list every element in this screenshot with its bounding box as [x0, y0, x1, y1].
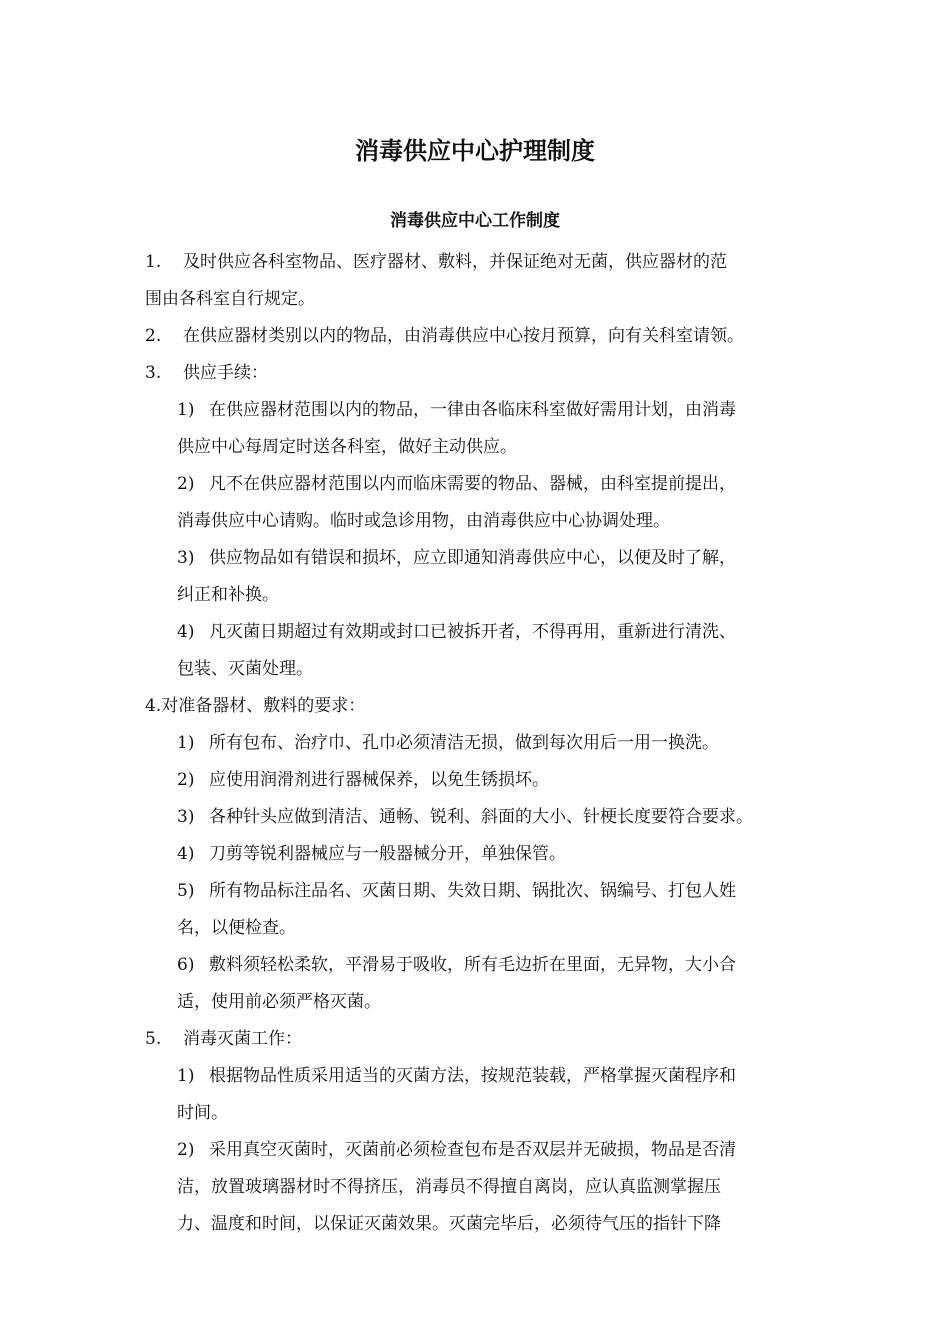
item-text: 时间。 — [177, 1103, 228, 1123]
item-5-2-line-3 — [145, 1206, 815, 1243]
section-text: 消毒灭菌工作： — [183, 1029, 302, 1049]
item-text: 根据物品性质采用适当的灭菌方法，按规范装载，严格掌握灭菌程序和 — [209, 1066, 736, 1086]
section-number: 3. — [145, 363, 162, 383]
item-3-4-line-1 — [145, 614, 815, 651]
item-number: 1) — [177, 400, 195, 420]
section-text: 供应手续： — [183, 363, 268, 383]
item-text: 名，以便检查。 — [177, 918, 296, 938]
document-subtitle: 消毒供应中心工作制度 — [390, 211, 560, 231]
section-1-line-1 — [145, 244, 815, 281]
item-number: 3) — [177, 548, 195, 568]
item-5-2-line-2 — [145, 1169, 815, 1206]
item-text: 凡不在供应器材范围以内而临床需要的物品、器械，由科室提前提出， — [209, 474, 736, 494]
section-number: 1. — [145, 252, 162, 272]
section-text: 及时供应各科室物品、医疗器材、敷料，并保证绝对无菌，供应器材的范 — [183, 252, 727, 272]
item-text: 纠正和补换。 — [177, 585, 279, 605]
item-number: 2) — [177, 474, 195, 494]
item-5-2-line-1 — [145, 1132, 815, 1169]
item-number: 4) — [177, 622, 195, 642]
section-1-line-2 — [145, 281, 815, 318]
document-body — [145, 244, 815, 1243]
item-text: 洁，放置玻璃器材时不得挤压，消毒员不得擅自离岗，应认真监测掌握压 — [177, 1177, 721, 1197]
item-number: 2) — [177, 1140, 195, 1160]
section-number: 4. — [145, 696, 162, 716]
item-text: 所有物品标注品名、灭菌日期、失效日期、锅批次、锅编号、打包人姓 — [209, 881, 736, 901]
item-text: 供应中心每周定时送各科室，做好主动供应。 — [177, 437, 517, 457]
item-5-1-line-1 — [145, 1058, 815, 1095]
item-text: 适，使用前必须严格灭菌。 — [177, 992, 381, 1012]
item-number: 2) — [177, 770, 195, 790]
item-text: 所有包布、治疗巾、孔巾必须清洁无损，做到每次用后一用一换洗。 — [209, 733, 719, 753]
item-3-2-line-1 — [145, 466, 815, 503]
item-3-4-line-2 — [145, 651, 815, 688]
section-4-heading — [145, 688, 815, 725]
section-5-heading — [145, 1021, 815, 1058]
item-text: 敷料须轻松柔软，平滑易于吸收，所有毛边折在里面，无异物，大小合 — [209, 955, 736, 975]
item-4-5-line-2 — [145, 910, 815, 947]
item-3-2-line-2 — [145, 503, 815, 540]
section-text: 围由各科室自行规定。 — [145, 289, 315, 309]
section-text: 对准备器材、敷料的要求： — [161, 696, 366, 716]
item-text: 各种针头应做到清洁、通畅、锐利、斜面的大小、针梗长度要符合要求。 — [209, 807, 753, 827]
item-text: 应使用润滑剂进行器械保养，以免生锈损坏。 — [209, 770, 549, 790]
section-3-heading — [145, 355, 815, 392]
document-title: 消毒供应中心护理制度 — [355, 137, 595, 165]
item-text: 刀剪等锐利器械应与一般器械分开，单独保管。 — [209, 844, 566, 864]
item-4-6-line-2 — [145, 984, 815, 1021]
item-4-4-line-1 — [145, 836, 815, 873]
item-5-1-line-2 — [145, 1095, 815, 1132]
item-3-1-line-2 — [145, 429, 815, 466]
item-text: 凡灭菌日期超过有效期或封口已被拆开者，不得再用，重新进行清洗、 — [209, 622, 736, 642]
item-number: 5) — [177, 881, 195, 901]
item-number: 1) — [177, 733, 195, 753]
item-text: 采用真空灭菌时，灭菌前必须检查包布是否双层并无破损，物品是否清 — [209, 1140, 736, 1160]
item-text: 供应物品如有错误和损坏，应立即通知消毒供应中心，以便及时了解， — [209, 548, 736, 568]
section-number: 2. — [145, 326, 162, 346]
item-number: 6) — [177, 955, 195, 975]
item-4-3-line-1 — [145, 799, 815, 836]
item-text: 力、温度和时间，以保证灭菌效果。灭菌完毕后，必须待气压的指针下降 — [177, 1214, 721, 1234]
item-3-3-line-2 — [145, 577, 815, 614]
item-3-1-line-1 — [145, 392, 815, 429]
item-3-3-line-1 — [145, 540, 815, 577]
item-4-2-line-1 — [145, 762, 815, 799]
item-4-5-line-1 — [145, 873, 815, 910]
item-4-1-line-1 — [145, 725, 815, 762]
section-number: 5. — [145, 1029, 162, 1049]
item-text: 在供应器材范围以内的物品，一律由各临床科室做好需用计划，由消毒 — [209, 400, 736, 420]
item-number: 1) — [177, 1066, 195, 1086]
item-text: 包装、灭菌处理。 — [177, 659, 313, 679]
item-number: 4) — [177, 844, 195, 864]
item-number: 3) — [177, 807, 195, 827]
section-text: 在供应器材类别以内的物品，由消毒供应中心按月预算，向有关科室请领。 — [183, 326, 744, 346]
item-4-6-line-1 — [145, 947, 815, 984]
item-text: 消毒供应中心请购。临时或急诊用物，由消毒供应中心协调处理。 — [177, 511, 670, 531]
section-2-line-1 — [145, 318, 815, 355]
